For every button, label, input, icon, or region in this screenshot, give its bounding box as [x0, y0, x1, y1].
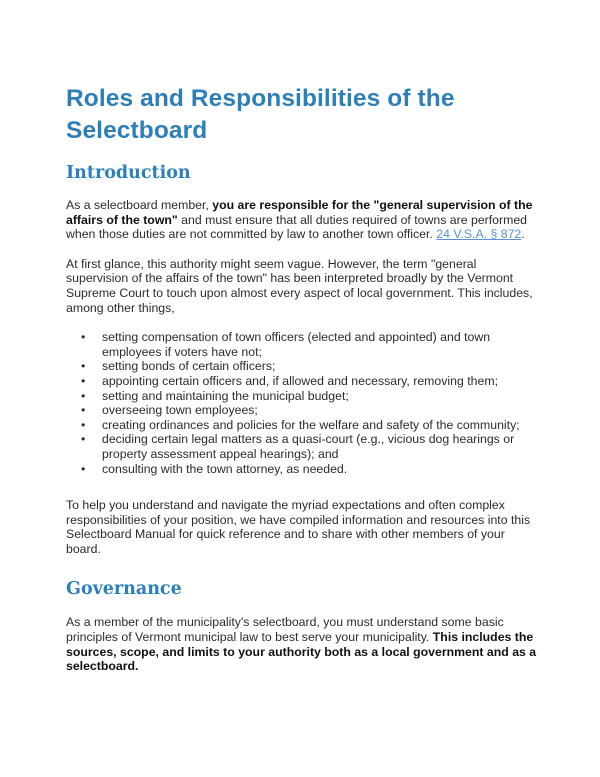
- bullet-icon: •: [81, 432, 86, 447]
- bullet-icon: •: [81, 403, 86, 418]
- introduction-heading: Introduction: [66, 163, 191, 183]
- list-item: [81, 417, 538, 433]
- introduction-paragraph-1: [66, 198, 538, 242]
- page-title: Roles and Responsibilities of the Selectboard: [66, 85, 455, 144]
- list-item: [81, 403, 538, 418]
- list-item-text: creating ordinances and policies for the welfare and safety of the community;: [102, 417, 520, 432]
- bullet-icon: •: [81, 388, 86, 403]
- introduction-paragraph-2: At first glance, this authority might seem vague. However, the term "general supervision of the affairs of the town" has been interpreted broadly by the Vermont Supreme Court to touch upon almost every aspect of local government. This includes, among other things,: [66, 256, 533, 315]
- governance-heading: Governance: [66, 579, 182, 600]
- list-item-text: setting and maintaining the municipal budget;: [102, 388, 349, 403]
- responsibilities-list: [66, 330, 538, 476]
- list-item-text: deciding certain legal matters as a quasi-court (e.g., vicious dog hearings or property assessment appeal hearings); and: [102, 432, 515, 461]
- list-item: [81, 461, 538, 477]
- bullet-icon: •: [81, 417, 86, 432]
- list-item: [81, 432, 538, 461]
- list-item-text: appointing certain officers and, if allowed and necessary, removing them;: [102, 373, 498, 388]
- list-item: [81, 373, 538, 389]
- list-item-text: consulting with the town attorney, as needed.: [102, 461, 348, 476]
- gov-p1-text: As a member of the municipality's selectboard, you must understand some basic principles of Vermont municipal law to best serve your municipality.: [66, 615, 504, 645]
- bullet-icon: •: [81, 359, 86, 374]
- gov-p1-bold: This includes the sources, scope, and limits to your authority both as a local government and as a selectboard.: [66, 630, 537, 674]
- intro-p1-text: As a selectboard member,: [66, 198, 213, 212]
- list-item-text: setting bonds of certain officers;: [102, 359, 276, 374]
- statute-link[interactable]: 24 V.S.A. § 872: [436, 227, 522, 242]
- intro-p1-bold: you are responsible for the "general supervision of the affairs of the town": [66, 198, 533, 227]
- bullet-icon: •: [81, 461, 86, 476]
- list-item: [81, 330, 538, 359]
- bullet-icon: •: [81, 330, 86, 345]
- bullet-icon: •: [81, 373, 86, 388]
- list-item: [81, 388, 538, 404]
- governance-paragraph-1: [66, 615, 538, 673]
- list-item: [81, 359, 538, 374]
- list-item-text: setting compensation of town officers (elected and appointed) and town employees if voters have not;: [102, 330, 491, 359]
- intro-p1-text-cont: and must ensure that all duties required of towns are performed when those duties are not committed by law to another town officer.: [66, 212, 528, 242]
- introduction-paragraph-3: To help you understand and navigate the myriad expectations and often complex responsibilities of your position, we have compiled information and resources into this Selectboard Manual for quick reference and to share with other members of your board.: [66, 498, 531, 556]
- list-item-text: overseeing town employees;: [102, 403, 258, 418]
- intro-p1-end: .: [521, 227, 525, 242]
